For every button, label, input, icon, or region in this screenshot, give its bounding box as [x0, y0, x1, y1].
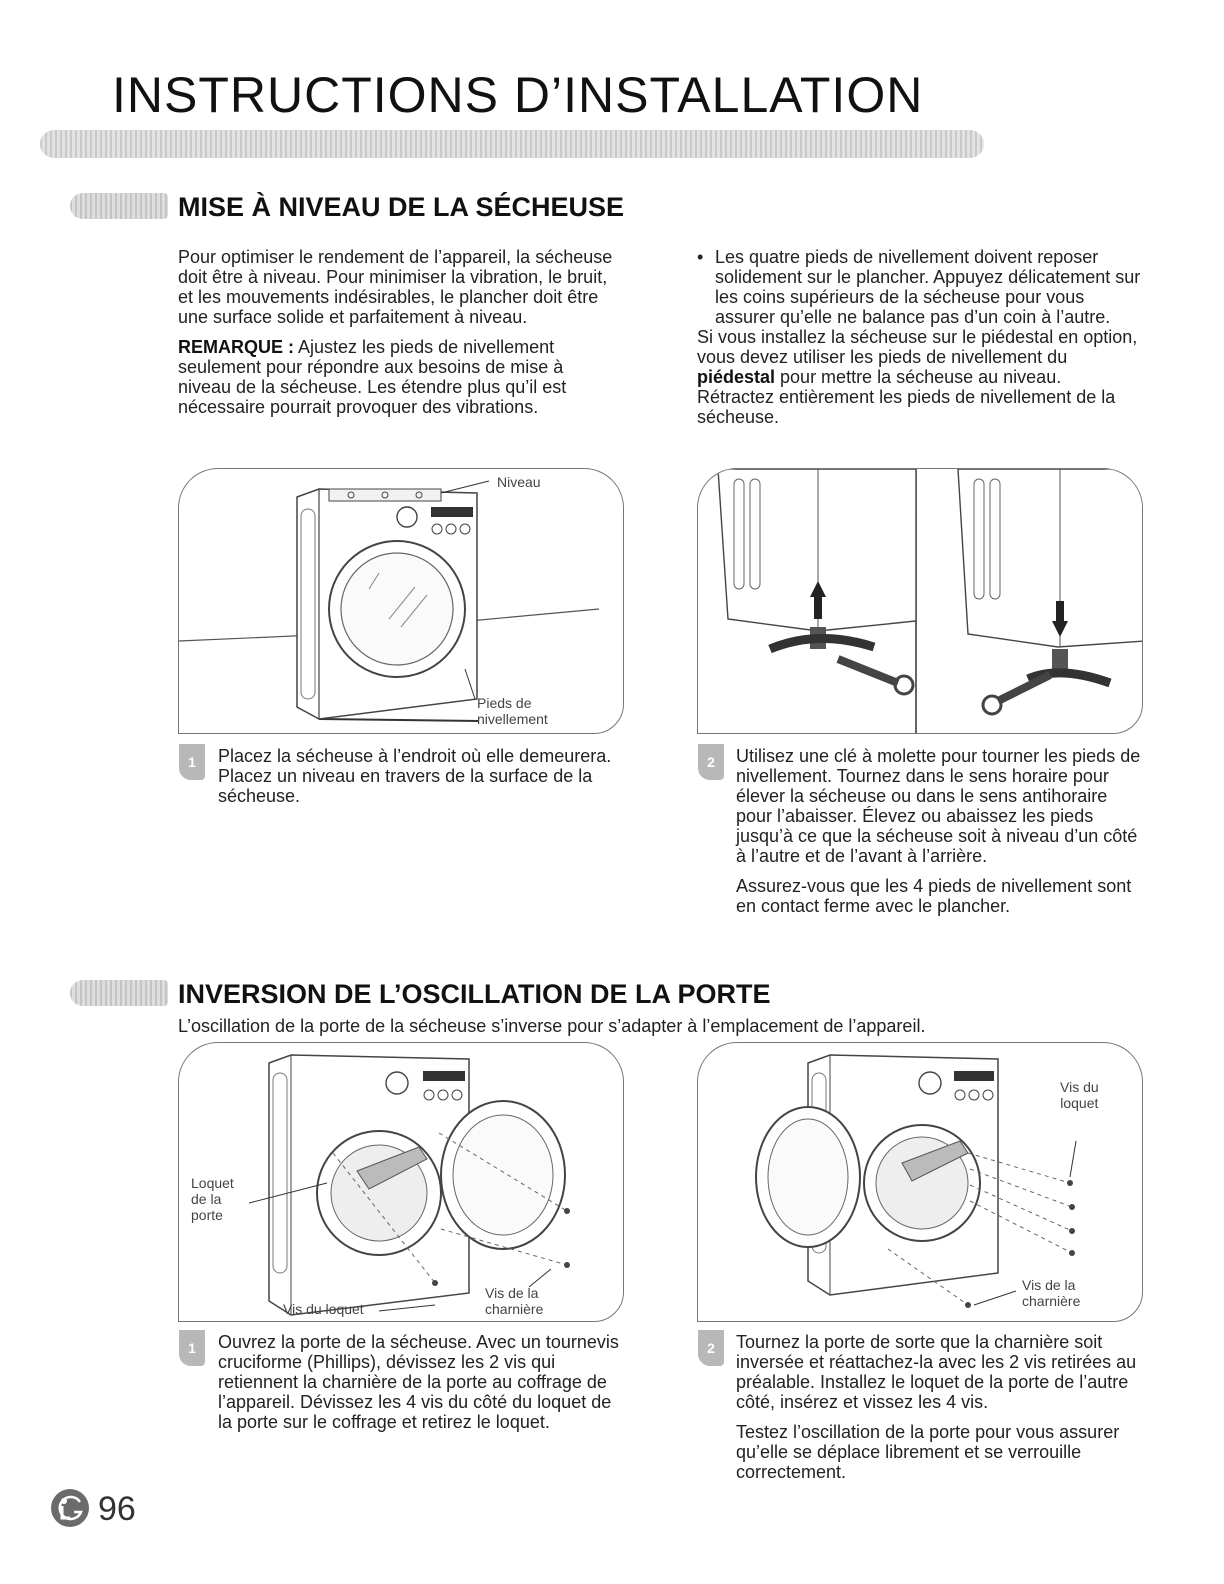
leveling-intro-text [178, 247, 618, 417]
door-step2-text2: Testez l’oscillation de la porte pour vous assurer qu’elle se déplace librement et se verrouille correctement. [736, 1422, 1120, 1482]
section-title-leveling: MISE À NIVEAU DE LA SÉCHEUSE [178, 192, 625, 222]
section-title-door-reversal: INVERSION DE L’OSCILLATION DE LA PORTE [178, 979, 771, 1009]
figure-door-reinstall [697, 1042, 1143, 1322]
note-text: Ajustez les pieds de nivellement seulement pour répondre aux besoins de mise à niveau de la sécheuse. Les étendre plus qu’il est nécessaire pourrait provoquer des vibrations. [178, 337, 567, 417]
pedestal-text-a: Si vous installez la sécheuse sur le piédestal en option, vous devez utiliser les pieds de nivellement du [697, 327, 1138, 367]
step-number-1b: 1 [179, 1330, 205, 1366]
door-removal-illustration [179, 1043, 624, 1322]
label-latch-screw-right: Vis du loquet [1060, 1079, 1099, 1111]
figure-door-removal [178, 1042, 624, 1322]
door-step1: Ouvrez la porte de la sécheuse. Avec un tournevis cruciforme (Phillips), dévissez les 2 vis qui retiennent la charnière de la porte au coffrage de l’appareil. Dévissez les 4 vis du côté du loquet de la porte sur le coffrage et retirez le loquet. [218, 1332, 619, 1432]
label-leveling-feet: Pieds de nivellement [477, 695, 548, 727]
label-latch-screw: Vis du loquet [283, 1301, 364, 1317]
leveling-step2 [736, 746, 1141, 916]
figure-wrench-adjust [697, 468, 1143, 734]
door-reversal-intro: L’oscillation de la porte de la sécheuse s’inverse pour s’adapter à l’emplacement de l’appareil. [178, 1016, 926, 1036]
section-pill-decor [70, 193, 168, 219]
lg-logo-icon [50, 1488, 90, 1528]
note-label: REMARQUE : [178, 337, 294, 357]
leveling-intro: Pour optimiser le rendement de l’appareil, la sécheuse doit être à niveau. Pour minimiser la vibration, le bruit, et les mouvements indésirables, le plancher doit être une surface solide et parfaitement à niveau. [178, 247, 613, 327]
figure-dryer-level [178, 468, 624, 734]
leveling-right-text [697, 247, 1142, 427]
pedestal-text-b: pour mettre la sécheuse au niveau. Rétractez entièrement les pieds de nivellement de la sécheuse. [697, 367, 1116, 427]
label-door-latch: Loquet de la porte [191, 1175, 234, 1223]
pedestal-bold: piédestal [697, 367, 776, 387]
page-number: 96 [98, 1490, 136, 1528]
leveling-step2-text2: Assurez-vous que les 4 pieds de nivellement sont en contact ferme avec le plancher. [736, 876, 1132, 916]
label-hinge-screw-right: Vis de la charnière [1022, 1277, 1081, 1309]
section-pill-decor [70, 980, 168, 1006]
leveling-note [178, 337, 618, 417]
step-number-2b: 2 [698, 1330, 724, 1366]
leveling-step2-text: Utilisez une clé à molette pour tourner les pieds de nivellement. Tournez dans le sens horaire pour élever la sécheuse ou dans le sens antihoraire pour l’abaisser. Élevez ou abaissez les pieds jusqu’à ce que la sécheuse soit à niveau d’un côté à l’autre et de l’avant à l’arrière. [736, 746, 1141, 866]
pedestal-text [697, 327, 1142, 427]
page-title: INSTRUCTIONS D’INSTALLATION [112, 67, 924, 123]
door-step2 [736, 1332, 1146, 1482]
bullet-dot-icon: • [697, 247, 704, 267]
label-level: Niveau [497, 474, 541, 490]
door-step2-text: Tournez la porte de sorte que la charnière soit inversée et réattachez-la avec les 2 vis retirées au préalable. Installez le loquet de la porte de l’autre côté, insérez et vissez les 4 vis. [736, 1332, 1137, 1412]
step-number-2: 2 [698, 744, 724, 780]
step-number-1: 1 [179, 744, 205, 780]
wrench-illustration [698, 469, 1143, 734]
leveling-step1: Placez la sécheuse à l’endroit où elle demeurera. Placez un niveau en travers de la surface de la sécheuse. [218, 746, 612, 806]
label-hinge-screw: Vis de la charnière [485, 1285, 544, 1317]
dryer-level-illustration [179, 469, 624, 734]
title-decor-bar [40, 130, 984, 158]
bullet-text: Les quatre pieds de nivellement doivent reposer solidement sur le plancher. Appuyez délicatement sur les coins supérieurs de la sécheuse pour vous assurer qu’elle ne balance pas d’un coin à l’autre. [715, 247, 1141, 327]
leveling-bullet [697, 247, 1142, 327]
